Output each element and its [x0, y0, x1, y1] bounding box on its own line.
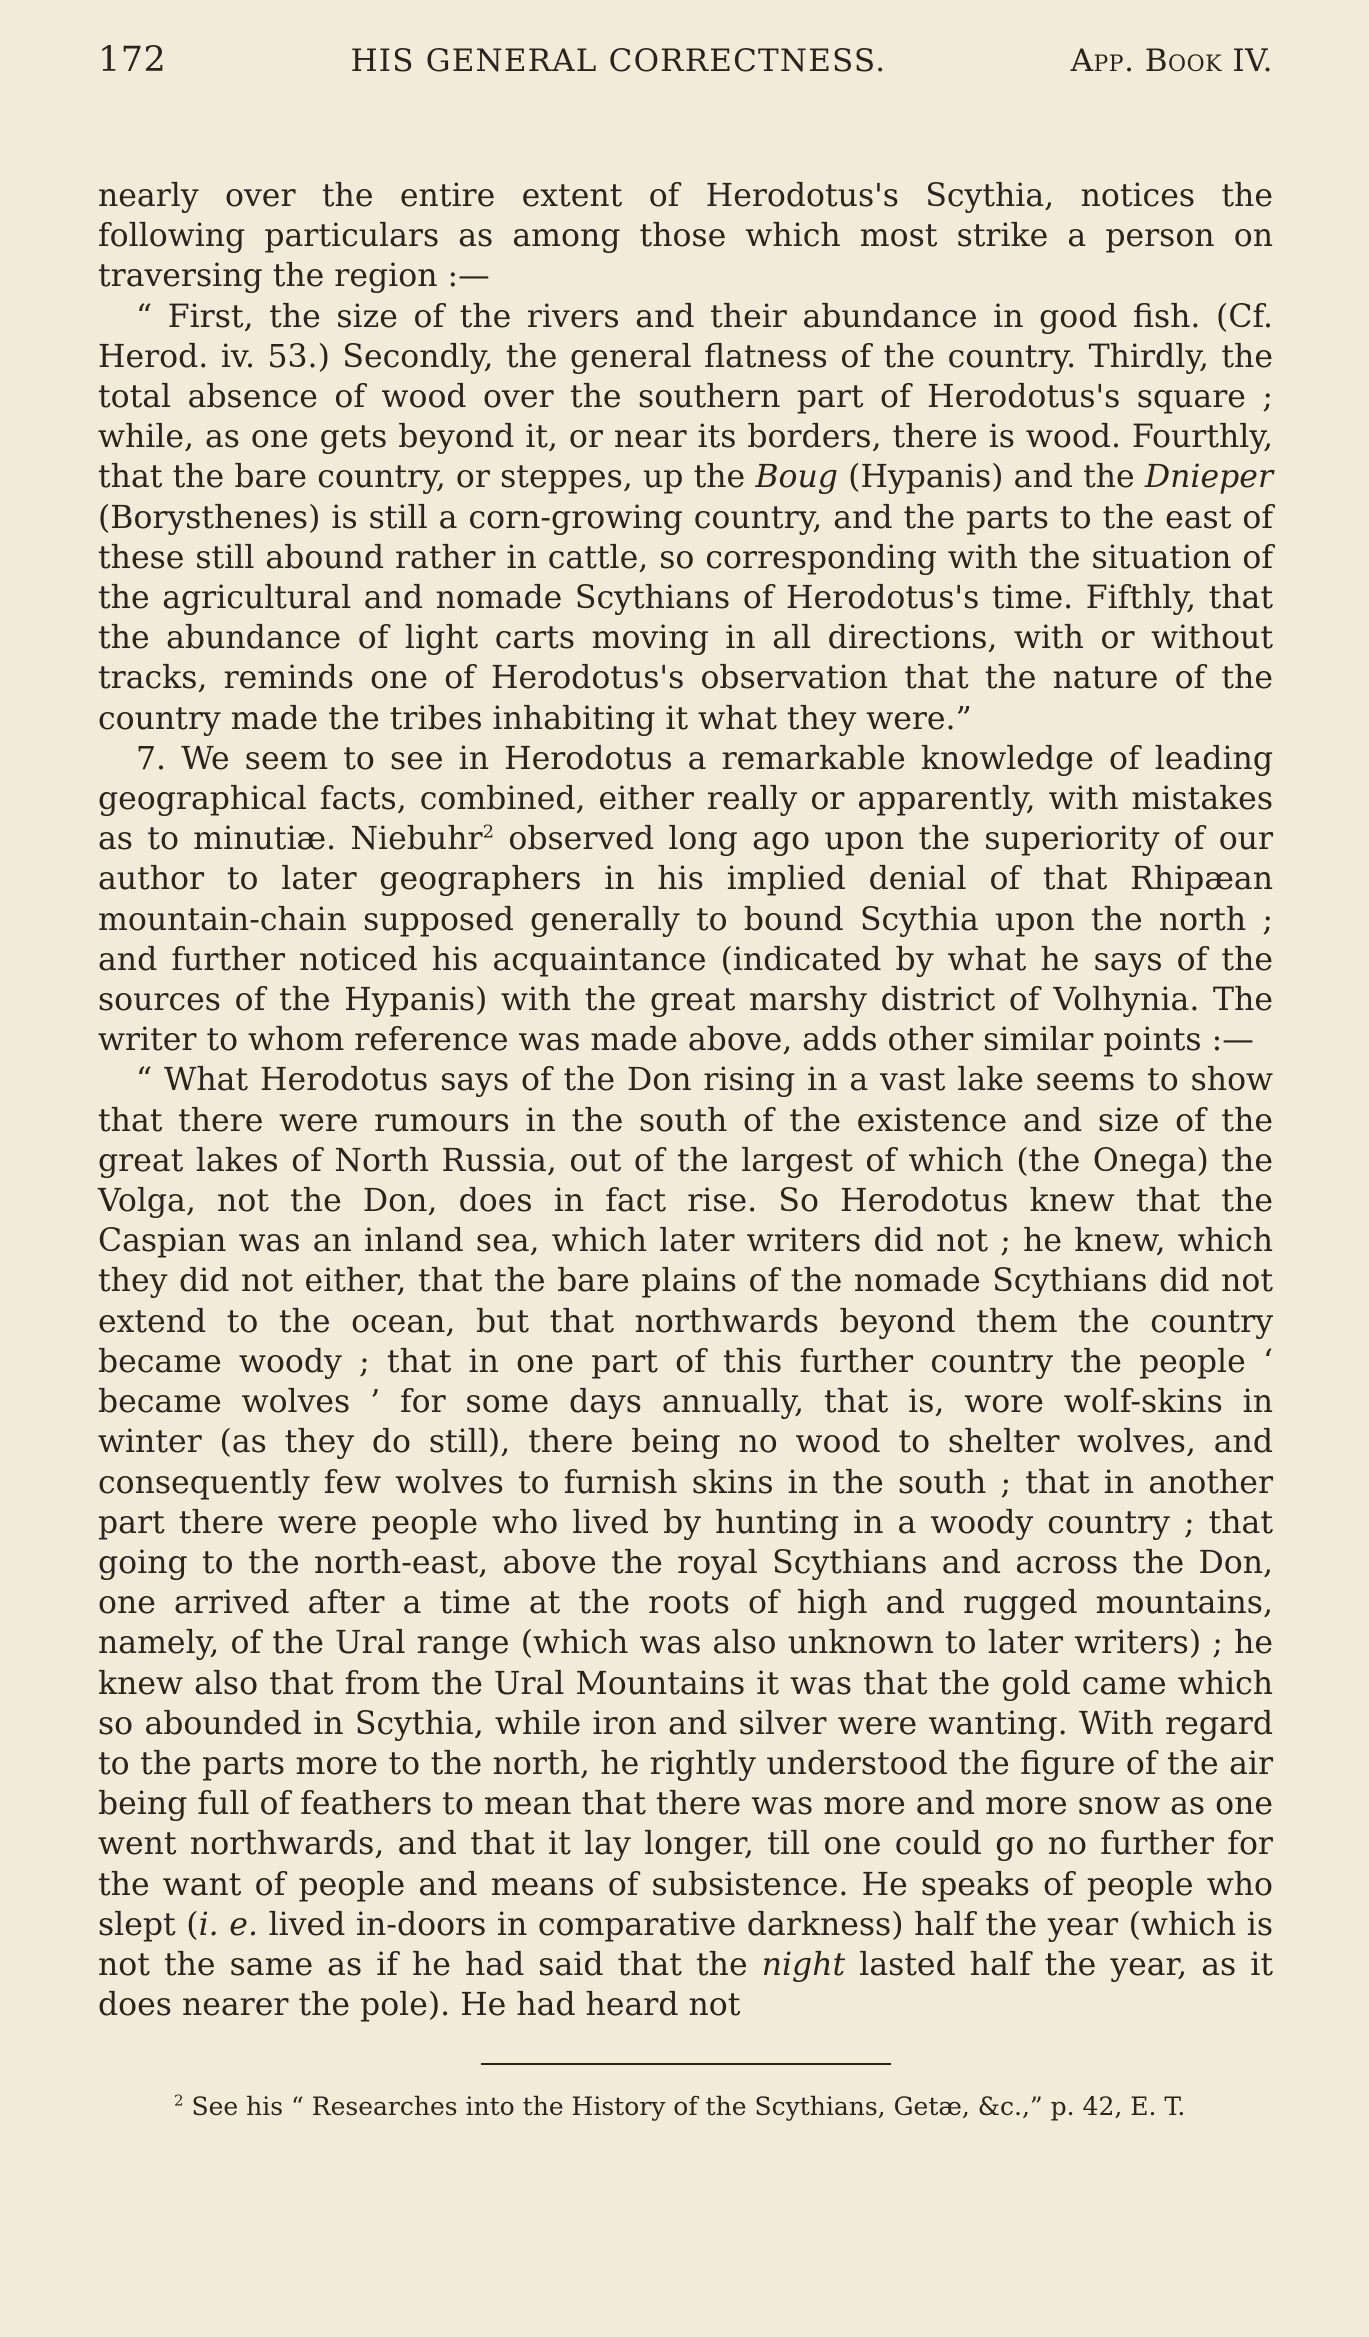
paragraph-text: 7. We seem to see in Herodotus a remarkable knowledge of leading geographical facts, combined, either really or apparently, with mistakes as to minutiæ. Niebuhr [98, 740, 1273, 858]
footnote-text: See his “ Researches into the History of the Scythians, Getæ, &c.,” p. 42, E. T. [183, 2092, 1186, 2122]
paragraph-text: observed long ago upon the superiority of our author to later geographers in his implied denial of that Rhipæan mountain-chain supposed generally to bound Scythia upon the north ; and further noticed his acquaintance (indicated by what he says of the sources of the Hypanis) with the great marshy district of Volhynia. The writer to whom reference was made above, adds other similar points :— [98, 821, 1274, 1059]
paragraph-quote-particulars [98, 297, 1273, 739]
paragraph-section-7 [98, 739, 1273, 1061]
paragraph-text: “ First, the size of the rivers and their abundance in good fish. (Cf. Herod. iv. 53.) Secondly, the general flatness of the country. Thirdly, the total absence of wood over the southern part of Herodotus's square ; while, as one gets beyond it, or near its borders, there is wood. Fourthly, that the bare country, or steppes, up the [98, 298, 1273, 496]
italic-term-night: night [761, 1946, 846, 1983]
page-number: 172 [98, 40, 167, 80]
italic-term-dnieper: Dnieper [1144, 459, 1273, 496]
paragraph-text: “ What Herodotus says of the Don rising in a vast lake seems to show that there were rumours in the south of the existence and size of the great lakes of North Russia, out of the largest of which (the Onega) the Volga, not the Don, does in fact rise. So Herodotus knew that the Caspian was an inland sea, which later writers did not ; he knew, which they did not either, that the bare plains of the nomade Scythians did not extend to the ocean, but that northwards beyond them the country became woody ; that in one part of this further country the people ‘ became wolves ’ for some days annually, that is, wore wolf-skins in winter (as they do still), there being no wood to shelter wolves, and consequently few wolves to furnish skins in the south ; that in another part there were people who lived by hunting in a woody country ; that going to the north-east, above the royal Scythians and across the Don, one arrived after a time at the roots of high and rugged mountains, namely, of the Ural range (which was also unknown to later writers) ; he knew also that from the Ural Mountains it was that the gold came which so abounded in Scythia, while iron and silver were wanting. With regard to the parts more to the north, he rightly understood the figure of the air being full of feathers to mean that there was more and more snow as one went northwards, and that it lay longer, till one could go no further for the want of people and means of subsistence. He speaks of people who slept ( [98, 1062, 1273, 1943]
italic-term-boug: Boug [755, 459, 838, 496]
footnote-reference: 2 [482, 821, 495, 843]
paragraph-text: nearly over the entire extent of Herodotus's Scythia, notices the following particulars as among those which most strike a person on traversing the region :— [98, 178, 1273, 295]
footnote [98, 2091, 1273, 2123]
italic-term-ie: i. e. [198, 1906, 258, 1943]
paragraph-continuation [98, 176, 1273, 297]
paragraph-text: (Hypanis) and the [837, 459, 1145, 496]
paragraph-text: lasted half the year, as it does nearer the pole). He had heard not [98, 1946, 1273, 2024]
section-reference: App. Book IV. [1070, 43, 1273, 79]
footnote-marker: 2 [174, 2092, 184, 2111]
paragraph-text: (Borysthenes) is still a corn-growing country, and the parts to the east of these still abound rather in cattle, so corresponding with the situation of the agricultural and nomade Scythians of Herodotus's time. Fifthly, that the abundance of light carts moving in all directions, with or without tracks, reminds one of Herodotus's observation that the nature of the country made the tribes inhabiting it what they were.” [98, 499, 1273, 737]
paragraph-text: lived in-doors in comparative darkness) half the year (which is not the same as if he had said that the [98, 1906, 1273, 1983]
paragraph-quote-don [98, 1060, 1273, 2025]
running-head [98, 40, 1273, 104]
body-text [98, 176, 1273, 2025]
footnote-divider [481, 2063, 891, 2065]
running-title: HIS GENERAL CORRECTNESS. [350, 43, 887, 79]
